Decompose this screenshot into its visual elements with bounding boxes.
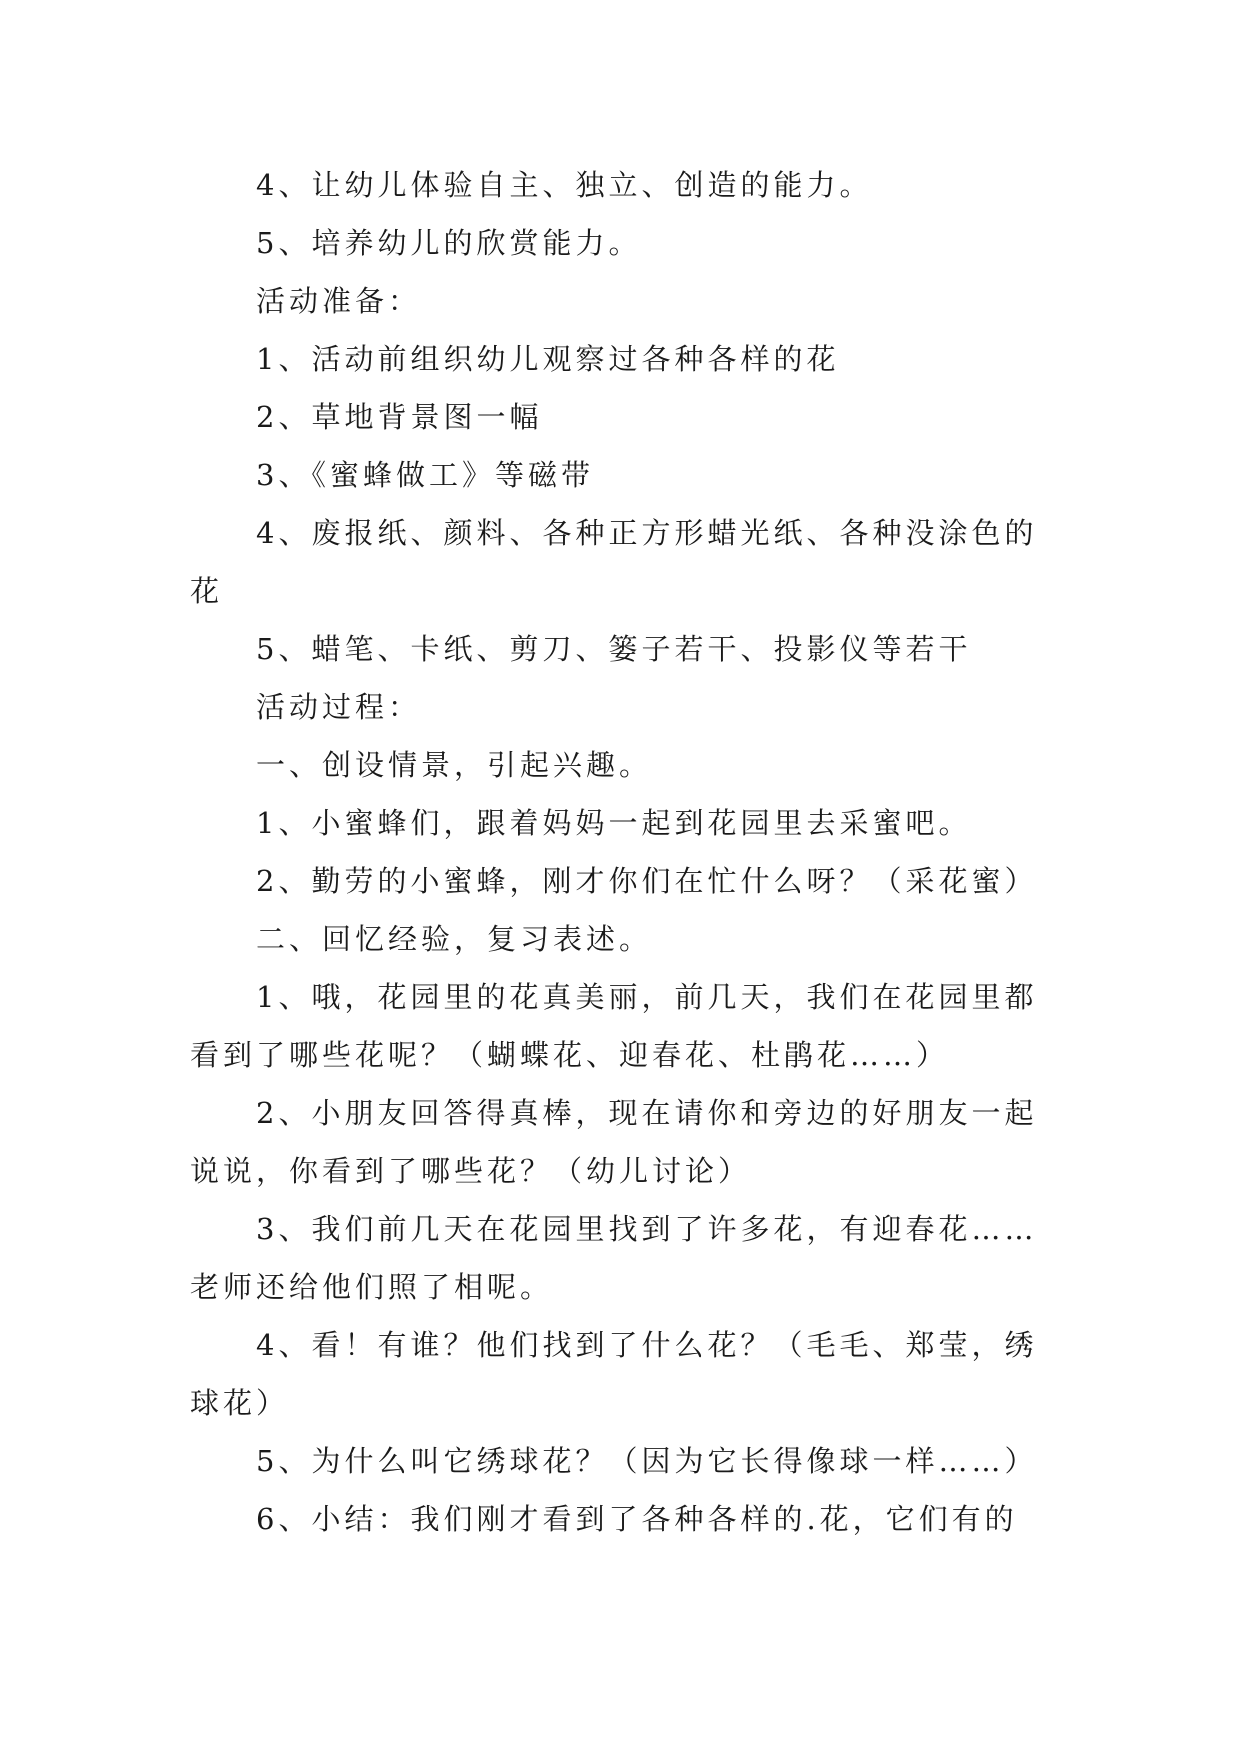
document-body xyxy=(190,156,1050,1548)
text-line: 2、小朋友回答得真棒，现在请你和旁边的好朋友一起 xyxy=(256,1096,1038,1130)
text-line: 2、勤劳的小蜜蜂，刚才你们在忙什么呀？（采花蜜） xyxy=(256,864,1038,898)
text-line: 看到了哪些花呢？（蝴蝶花、迎春花、杜鹃花……） xyxy=(190,1038,950,1072)
text-line: 3、《蜜蜂做工》等磁带 xyxy=(256,458,594,492)
text-line: 4、看！有谁？他们找到了什么花？（毛毛、郑莹，绣 xyxy=(256,1328,1038,1362)
text-line: 1、哦，花园里的花真美丽，前几天，我们在花园里都 xyxy=(256,980,1038,1014)
text-line: 花 xyxy=(190,574,224,608)
text-line: 1、活动前组织幼儿观察过各种各样的花 xyxy=(256,342,840,376)
text-line: 老师还给他们照了相呢。 xyxy=(190,1270,554,1304)
text-line: 说说，你看到了哪些花？（幼儿讨论） xyxy=(190,1154,752,1188)
text-line: 1、小蜜蜂们，跟着妈妈一起到花园里去采蜜吧。 xyxy=(256,806,972,840)
text-line: 2、草地背景图一幅 xyxy=(256,400,543,434)
text-line: 4、让幼儿体验自主、独立、创造的能力。 xyxy=(256,168,873,202)
text-line: 3、我们前几天在花园里找到了许多花，有迎春花…… xyxy=(256,1212,1038,1246)
text-line: 活动过程： xyxy=(256,690,422,724)
text-line: 4、废报纸、颜料、各种正方形蜡光纸、各种没涂色的 xyxy=(256,516,1038,550)
text-line: 球花） xyxy=(190,1386,290,1420)
text-line: 二、回忆经验，复习表述。 xyxy=(256,922,653,956)
text-line: 一、创设情景，引起兴趣。 xyxy=(256,748,653,782)
text-line: 5、蜡笔、卡纸、剪刀、篓子若干、投影仪等若干 xyxy=(256,632,972,666)
text-line: 6、小结：我们刚才看到了各种各样的.花，它们有的 xyxy=(256,1502,1018,1536)
text-line: 5、培养幼儿的欣赏能力。 xyxy=(256,226,642,260)
text-line: 活动准备： xyxy=(256,284,422,318)
text-line: 5、为什么叫它绣球花？（因为它长得像球一样……） xyxy=(256,1444,1038,1478)
